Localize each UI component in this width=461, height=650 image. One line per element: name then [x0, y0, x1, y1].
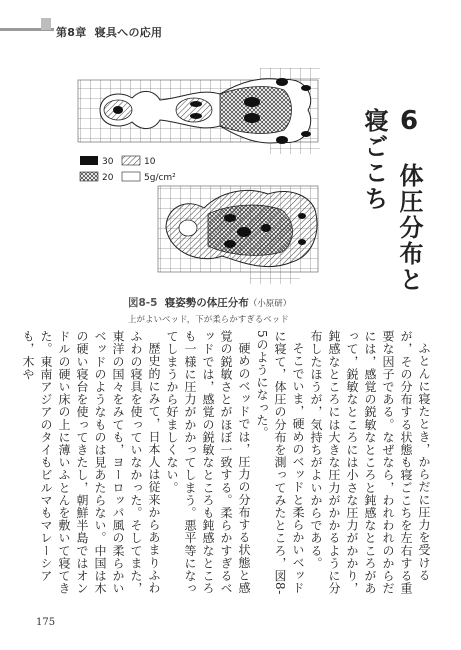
paragraph: 硬めのベッドでは，圧力の分布する状態と感覚の鋭敏さとがほぼ一致する。柔らかすぎるベッドでは，感覚の鋭敏なところも鈍感なところも一様に圧力がかかってしまう。悪平等になってしまうから好ましくない。 [165, 330, 251, 595]
paragraph: ふとんに寝たとき，からだに圧力を受けるが，その分布する状態も寝ごこちを左右する重要な因子である。なぜなら，われわれのからだには，感覚の鋭敏なところと鈍感なところがあって，鋭敏なところには小さな圧力がかかり，鈍感なところには大きな圧力がかかるように分布したほうが，気持ちがよいからである。 [309, 330, 431, 595]
section-title: 体圧分布と寝ごこち [360, 108, 423, 294]
figure-drawing [70, 58, 348, 286]
top-pressure-map [78, 68, 320, 154]
paragraph: そこでいま，硬めのベッドと柔らかいベッドに寝て，体圧の分布を測ってみたところ，図8-5のようになった。 [255, 330, 305, 595]
bottom-pressure-map [158, 186, 318, 284]
running-header [0, 28, 461, 48]
body-text [21, 330, 433, 600]
legend-20: 20 [102, 173, 114, 183]
chapter-label: 第8章 [56, 26, 87, 39]
chapter-title: 寝具への応用 [94, 26, 163, 39]
figure-subcaption: 上がよいベッド，下が柔らかすぎるベッド [128, 315, 289, 325]
header-tab-mark [41, 18, 51, 30]
paragraph: 歴史的にみて，日本人は従来からあまりふわふわの寝具を使っていなかった。そしてまた，東洋の国々をみても，ヨーロッパ風の柔らかいベッドのようなものは見あたらない。中国は木の硬い寝台を使ってきたし，朝鮮半島ではオンドルの硬い床の上に薄いふとんを敷いて寝てきた。東南アジアのタイもビルマもマレーシアも，木や [21, 330, 161, 595]
figure-number: 図8-5 [128, 297, 158, 309]
figure-source: （小原研） [248, 299, 292, 309]
caption-title [128, 295, 291, 310]
pressure-distribution-figure [70, 58, 348, 286]
legend-30: 30 [102, 157, 114, 167]
section-heading [360, 108, 427, 308]
figure-title: 寝姿勢の体圧分布 [164, 297, 249, 309]
section-number: 6 [399, 108, 419, 134]
legend-5: 5g/cm² [144, 173, 176, 183]
page-number: 175 [36, 617, 56, 628]
figure-caption [128, 295, 291, 325]
legend-10: 10 [144, 157, 156, 167]
header-text [56, 24, 162, 40]
figure-legend [80, 156, 176, 183]
